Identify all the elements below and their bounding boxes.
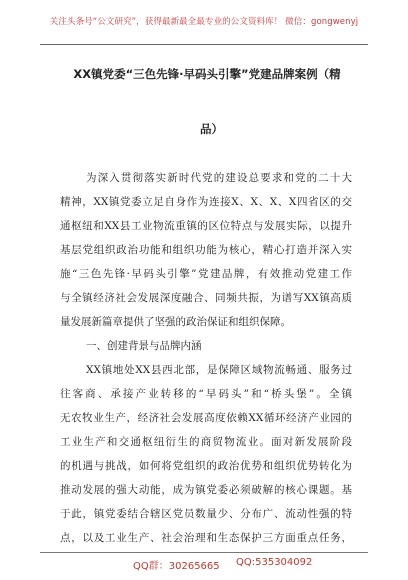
paragraph-line: 点，以及工业生产、社会治理和生态保护三方面重点任务， [60,532,352,544]
footer-qq: QQ:535304092 [236,557,313,568]
footer-divider [40,552,368,553]
header-divider [40,44,368,45]
document-title-continued: 品） [200,122,223,136]
paragraph-line: 往客商、承接产业转移的“早码头”和“桥头堡”。全镇 [60,388,352,400]
paragraph-line: 于此，镇党委结合辖区党员数量少、分布广、流动性强的特 [60,508,352,520]
paragraph-line: 为深入贯彻落实新时代党的建设总要求和党的二十大 [86,172,352,184]
document-title: XX镇党委“三色先锋·早码头引擎”党建品牌案例（精 [73,67,341,81]
paragraph-line: 施“三色先锋·早码头引擎”党建品牌，有效推动党建工作 [60,268,352,280]
paragraph-line: 基层党组织政治功能和组织功能为核心，精心打造并深入实 [60,244,352,256]
paragraph-line: 与全镇经济社会发展深度融合、同频共振，为谱写XX镇高质 [60,292,352,304]
paragraph-line: 无农牧业生产，经济社会发展高度依赖XX循环经济产业园的 [60,412,352,424]
footer-qq-group: QQ群：30265665 [133,561,220,572]
section-heading: 一、创建背景与品牌内涵 [86,340,202,352]
paragraph-line: 的机遇与挑战，如何将党组织的政治优势和组织优势转化为 [60,460,352,472]
paragraph-line: XX镇地处XX县西北部，是保障区域物流畅通、服务过 [86,364,352,376]
paragraph-line: 通枢纽和XX县工业物流重镇的区位特点与发展实际，以提升 [60,220,352,232]
header-promo-text: 关注头条号“公文研究”，获得最新最全最专业的公文资料库！ 微信：gongwenyj [49,17,359,27]
paragraph-line: 工业生产和交通枢纽衍生的商贸物流业。面对新发展阶段 [60,436,352,448]
paragraph-line: 推动发展的强大动能，成为镇党委必须破解的核心课题。基 [60,484,352,496]
paragraph-line: 精神，XX镇党委立足自身作为连接X、X、X、X四省区的交 [60,196,352,208]
paragraph-line: 量发展新篇章提供了坚强的政治保证和组织保障。 [60,316,291,328]
